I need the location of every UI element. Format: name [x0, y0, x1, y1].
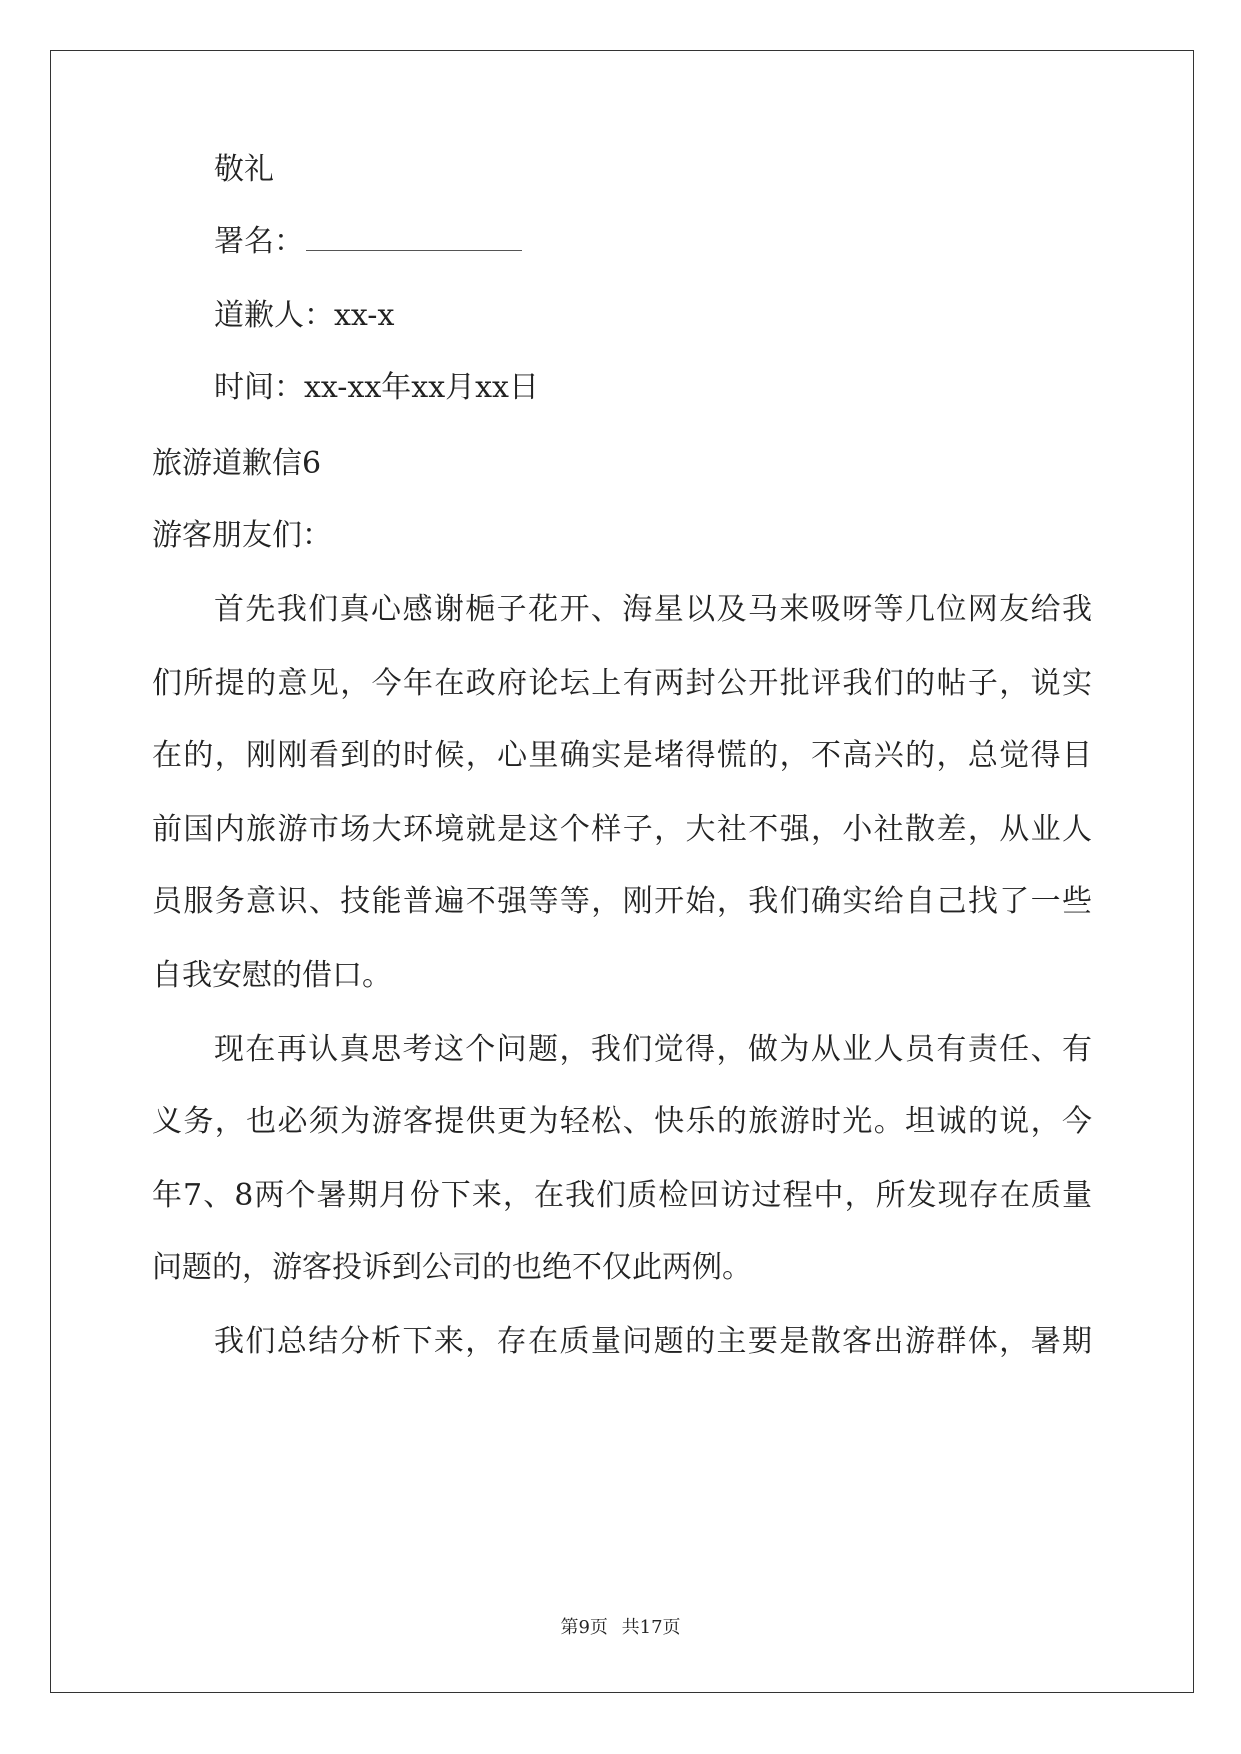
paragraph-line: 前国内旅游市场大环境就是这个样子，大社不强，小社散差，从业人 — [152, 812, 1092, 847]
signature-label: 署名： — [214, 224, 304, 259]
paragraph-line: 我们总结分析下来，存在质量问题的主要是散客出游群体，暑期 — [214, 1324, 1092, 1359]
paragraph-line: 员服务意识、技能普遍不强等等，刚开始，我们确实给自己找了一些 — [152, 884, 1092, 919]
apologizer-line: 道歉人：xx-x — [214, 298, 395, 333]
paragraph-line: 们所提的意见，今年在政府论坛上有两封公开批评我们的帖子，说实 — [152, 666, 1092, 701]
page-total: 共17页 — [621, 1617, 681, 1638]
paragraph-line: 义务，也必须为游客提供更为轻松、快乐的旅游时光。坦诚的说，今 — [152, 1104, 1092, 1139]
closing-salutation: 敬礼 — [214, 152, 274, 187]
paragraph-line: 首先我们真心感谢梔子花开、海星以及马来吸呀等几位网友给我 — [214, 592, 1092, 627]
letter-greeting: 游客朋友们： — [152, 518, 332, 553]
paragraph-line: 自我安慰的借口。 — [152, 958, 392, 993]
paragraph-line: 年7、8两个暑期月份下来，在我们质检回访过程中，所发现存在质量 — [152, 1178, 1092, 1213]
page-number: 第9页 — [560, 1617, 608, 1638]
paragraph-line: 在的，刚刚看到的时候，心里确实是堵得慌的，不高兴的，总觉得目 — [152, 738, 1092, 773]
page-footer — [0, 1616, 1241, 1640]
paragraph-line: 问题的，游客投诉到公司的也绝不仅此两例。 — [152, 1250, 752, 1285]
letter-title: 旅游道歉信6 — [152, 446, 322, 481]
signature-line — [214, 222, 522, 262]
signature-blank — [306, 224, 522, 251]
paragraph-line: 现在再认真思考这个问题，我们觉得，做为从业人员有责任、有 — [214, 1032, 1092, 1067]
date-line: 时间：xx-xx年xx月xx日 — [214, 370, 539, 405]
